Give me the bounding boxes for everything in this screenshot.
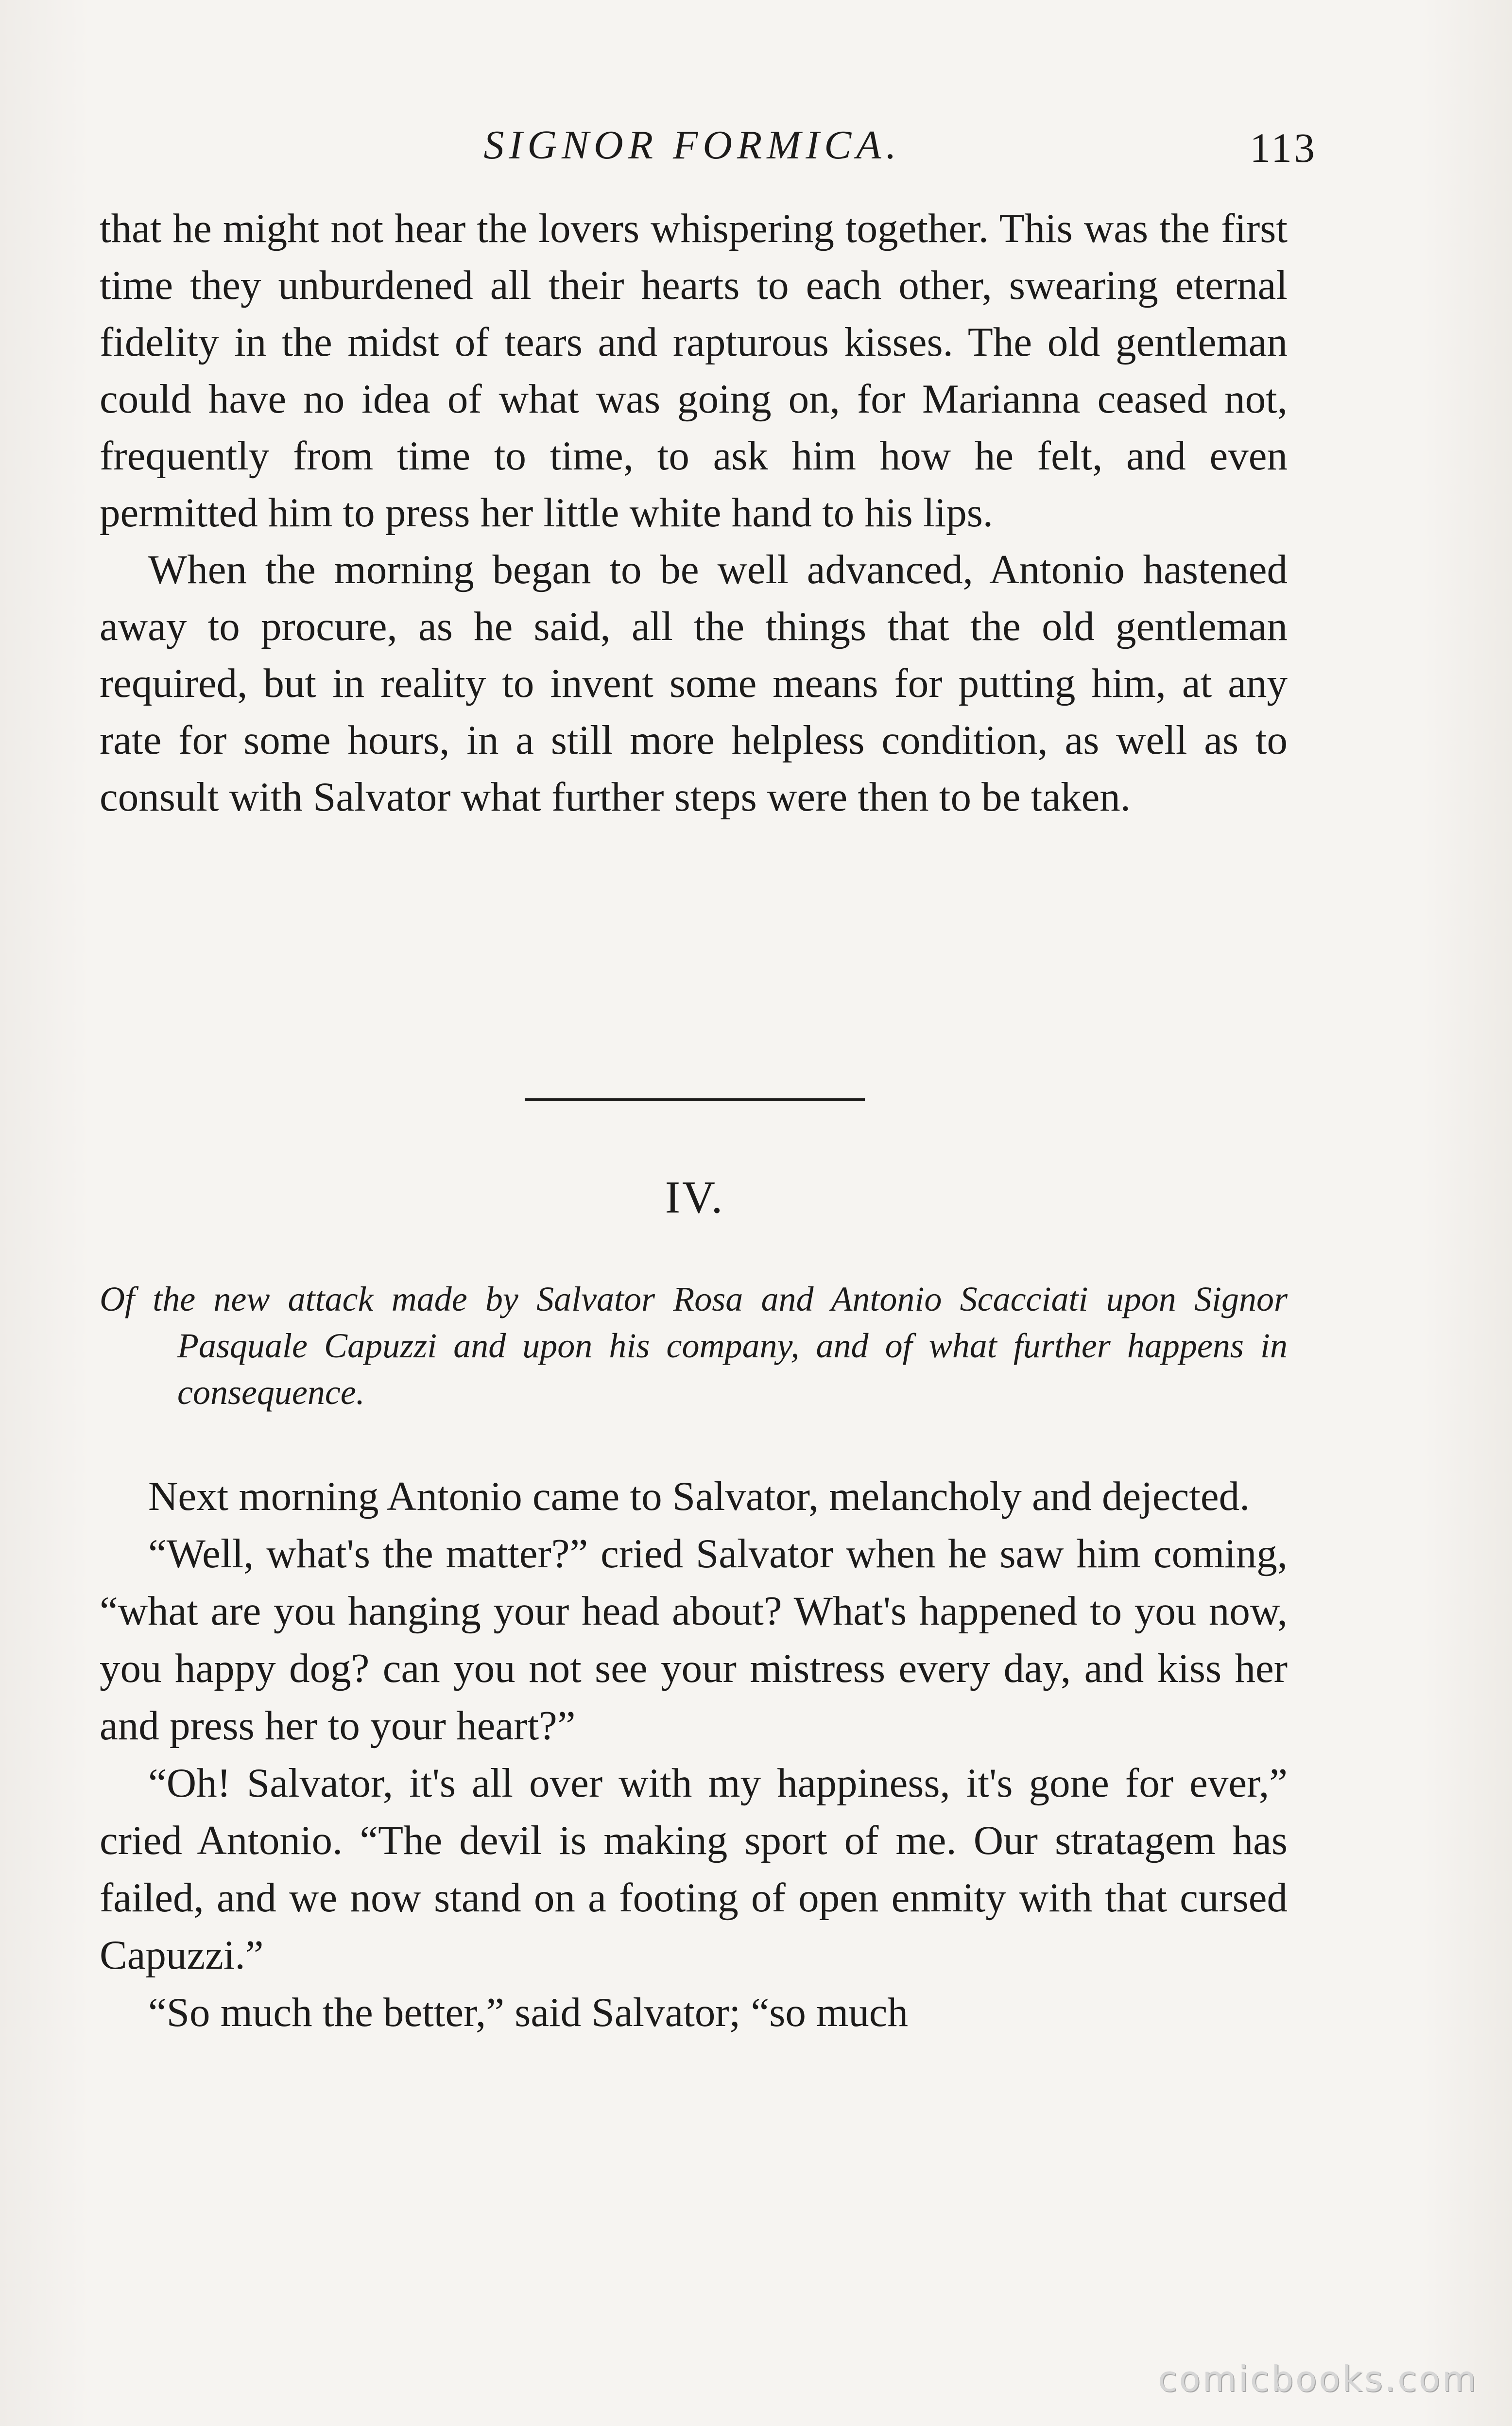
paragraph-1: that he might not hear the lovers whispering together. This was the first time they unburdened all their hearts to each other, swearing eternal fidelity in the midst of tears and rapturous kisses. The old gentleman could have no idea of what was going on, for Marianna ceased not, frequently from time to time, to ask him how he felt, and even permitted him to press her little white hand to his lips. xyxy=(100,206,1288,536)
running-title: SIGNOR FORMICA. xyxy=(483,122,901,168)
section-divider xyxy=(525,1098,865,1101)
paragraph-6: “So much the better,” said Salvator; “so much xyxy=(148,1990,908,2035)
page-number: 113 xyxy=(1250,124,1317,171)
paragraph-4: “Well, what's the matter?” cried Salvator when he saw him coming, “what are you hanging your head about? What's happened to you now, you happy dog? can you not see your mistress every day, and kiss her and press her to your heart?” xyxy=(100,1531,1288,1749)
chapter-summary: Of the new attack made by Salvator Rosa and Antonio Scacciati upon Signor Pasquale Capuzzi and upon his company, and of what further happens in consequence. xyxy=(100,1280,1288,1412)
paragraph-3: Next morning Antonio came to Salvator, melancholy and dejected. xyxy=(148,1473,1250,1519)
running-head xyxy=(97,121,1317,180)
paragraph-5: “Oh! Salvator, it's all over with my happiness, it's gone for ever,” cried Antonio. “The devil is making sport of me. Our stratagem has failed, and we now stand on a footing of open enmity with that cursed Capuzzi.” xyxy=(100,1760,1288,1978)
chapter-number: IV. xyxy=(665,1172,725,1223)
watermark: comicbooks.com xyxy=(1157,2358,1478,2399)
paragraph-2: When the morning began to be well advanced, Antonio hastened away to procure, as he said, all the things that the old gentleman required, but in reality to invent some means for putting him, at any rate for some hours, in a still more helpless condition, as well as to consult with Salvator what further steps were then to be taken. xyxy=(100,547,1288,820)
body-text-section-2 xyxy=(100,1468,1288,2041)
body-text-section-1 xyxy=(100,200,1288,826)
